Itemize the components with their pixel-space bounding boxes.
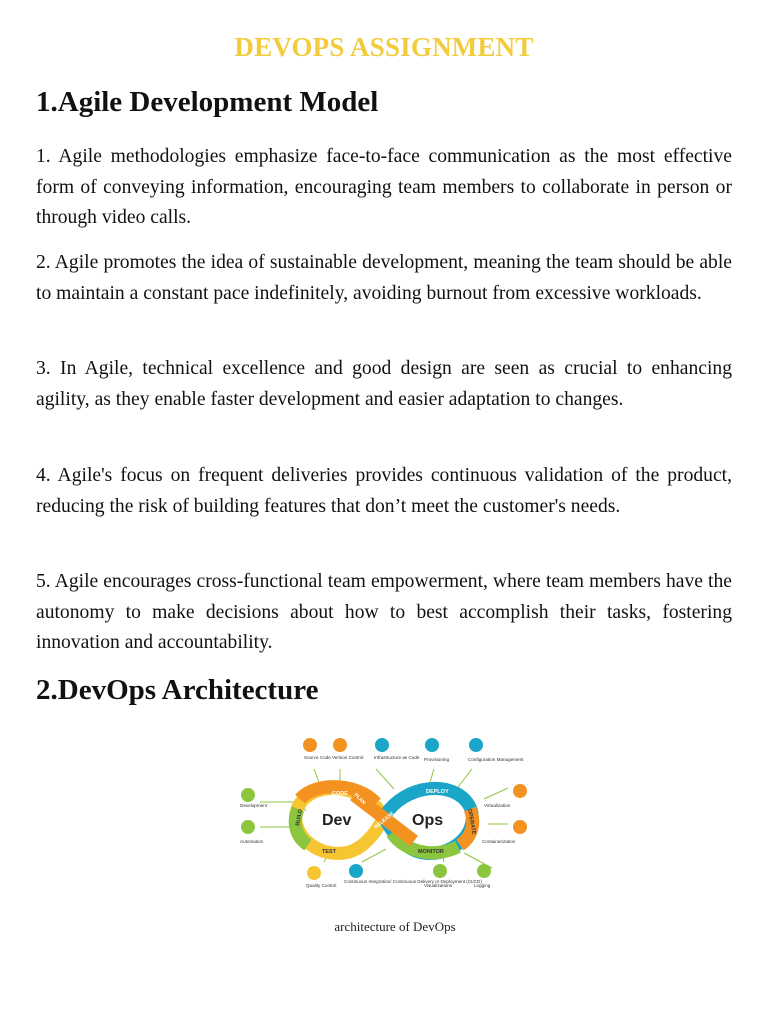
quality-control-label: Quality Control	[306, 883, 337, 888]
logging-icon	[477, 864, 491, 878]
devops-architecture-diagram	[236, 729, 532, 907]
loop-plan-label: PLAN	[352, 792, 367, 807]
source-code-label: Source Code	[304, 755, 331, 760]
agile-paragraph-1: 1. Agile methodologies emphasize face-to-face communication as the most effective form of conveying information, encouraging team members to collaborate in person or through video calls.	[36, 146, 732, 228]
loop-operate-label: OPERATE	[466, 808, 477, 836]
agile-paragraph-2: 2. Agile promotes the idea of sustainable development, meaning the team should be able to maintain a constant pace indefinitely, avoiding burnout from excessive workloads.	[36, 252, 732, 304]
source-code-icon	[303, 738, 317, 752]
automation-icon	[241, 820, 255, 834]
containerization-label: Containerization	[482, 839, 516, 844]
agile-paragraph-3: 3. In Agile, technical excellence and good design are seen as crucial to enhancing agility, as they enable faster development and easier adaptation to changes.	[36, 358, 732, 410]
infrastructure-label: Infrastructure as Code	[374, 755, 420, 760]
automation-label: Automation	[240, 839, 264, 844]
document-title: DEVOPS ASSIGNMENT	[234, 32, 534, 62]
provisioning-label: Provisioning	[424, 757, 450, 762]
agile-paragraph-4: 4. Agile's focus on frequent deliveries provides continuous validation of the product, reducing the risk of building features that don’t meet the customer's needs.	[36, 465, 732, 517]
loop-monitor-label: MONITOR	[418, 849, 444, 855]
loop-code-label: CODE	[332, 791, 348, 797]
version-control-icon	[333, 738, 347, 752]
loop-deploy-label: DEPLOY	[426, 789, 449, 795]
development-label: Development	[240, 803, 268, 808]
configuration-icon	[469, 738, 483, 752]
section-heading-devops: 2.DevOps Architecture	[36, 674, 319, 706]
loop-test-label: TEST	[322, 849, 337, 855]
cicd-icon	[349, 864, 363, 878]
figure-caption: architecture of DevOps	[334, 919, 456, 934]
logging-label: Logging	[474, 883, 491, 888]
quality-control-icon	[307, 866, 321, 880]
version-control-label: Version Control	[332, 755, 364, 760]
provisioning-icon	[425, 738, 439, 752]
development-icon	[241, 788, 255, 802]
configuration-management-label: Configuration Management	[468, 757, 524, 762]
containerization-icon	[513, 820, 527, 834]
virtualization-icon	[513, 784, 527, 798]
agile-paragraph-5: 5. Agile encourages cross-functional team empowerment, where team members have the autonomy to make decisions about how to best accomplish their tasks, fostering innovation and accountability.	[36, 571, 732, 653]
loop-dev-label: Dev	[322, 812, 352, 829]
infrastructure-icon	[375, 738, 389, 752]
loop-release-label: RELEASE	[373, 810, 396, 831]
loop-ops-label: Ops	[412, 812, 444, 829]
section-heading-agile: 1.Agile Development Model	[36, 86, 379, 118]
visualizations-icon	[433, 864, 447, 878]
visualizations-label: Visualizations	[424, 883, 453, 888]
loop-build-label: BUILD	[295, 808, 304, 827]
cicd-label: Continuous Integration/ Continuous Delivery or Deployment (CI/CD)	[344, 879, 482, 884]
virtualization-label: Virtualization	[484, 803, 511, 808]
